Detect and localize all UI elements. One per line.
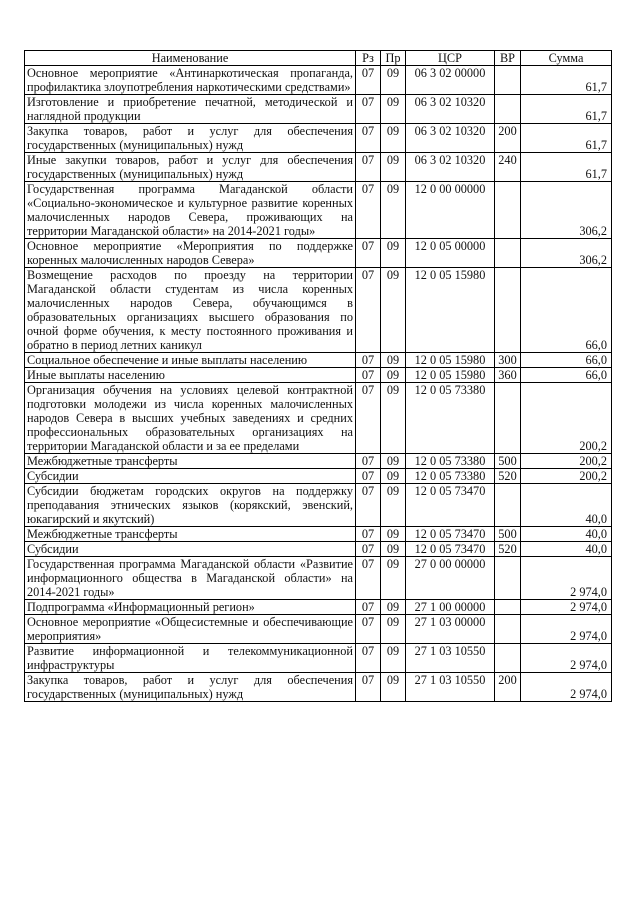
cell-vr: [495, 95, 521, 124]
cell-sum: 2 974,0: [521, 557, 612, 600]
cell-sum: 2 974,0: [521, 615, 612, 644]
cell-sum: 61,7: [521, 66, 612, 95]
cell-pr: 09: [381, 557, 406, 600]
cell-csr: 12 0 05 15980: [406, 368, 495, 383]
cell-name: Основное мероприятие «Антинаркотическая пропаганда, профилактика злоупотребления наркотическими средствами»: [25, 66, 356, 95]
cell-sum: 40,0: [521, 484, 612, 527]
budget-table: [24, 50, 612, 702]
cell-csr: 12 0 05 00000: [406, 239, 495, 268]
table-row: [25, 469, 612, 484]
cell-rz: 07: [356, 673, 381, 702]
cell-sum: 40,0: [521, 527, 612, 542]
cell-sum: 200,2: [521, 383, 612, 454]
cell-rz: 07: [356, 66, 381, 95]
cell-sum: 61,7: [521, 124, 612, 153]
cell-vr: 520: [495, 542, 521, 557]
cell-pr: 09: [381, 484, 406, 527]
cell-vr: [495, 383, 521, 454]
cell-pr: 09: [381, 95, 406, 124]
cell-csr: 12 0 00 00000: [406, 182, 495, 239]
header-vr: ВР: [495, 51, 521, 66]
cell-name: Закупка товаров, работ и услуг для обеспечения государственных (муниципальных) нужд: [25, 673, 356, 702]
table-row: [25, 66, 612, 95]
cell-vr: 200: [495, 124, 521, 153]
cell-sum: 200,2: [521, 454, 612, 469]
cell-sum: 200,2: [521, 469, 612, 484]
cell-csr: 06 3 02 10320: [406, 124, 495, 153]
cell-pr: 09: [381, 353, 406, 368]
table-row: [25, 368, 612, 383]
table-row: [25, 542, 612, 557]
cell-csr: 12 0 05 73380: [406, 454, 495, 469]
cell-sum: 2 974,0: [521, 600, 612, 615]
cell-sum: 40,0: [521, 542, 612, 557]
cell-name: Подпрограмма «Информационный регион»: [25, 600, 356, 615]
cell-name: Государственная программа Магаданской области «Социально-экономическое и культурное развитие коренных малочисленных народов Севера, проживающих на территории Магаданской области» на 2014-2021 годы»: [25, 182, 356, 239]
cell-csr: 12 0 05 73470: [406, 484, 495, 527]
cell-name: Межбюджетные трансферты: [25, 454, 356, 469]
cell-rz: 07: [356, 239, 381, 268]
cell-name: Субсидии: [25, 469, 356, 484]
cell-vr: [495, 615, 521, 644]
table-row: [25, 153, 612, 182]
cell-rz: 07: [356, 182, 381, 239]
header-rz: Рз: [356, 51, 381, 66]
cell-rz: 07: [356, 454, 381, 469]
cell-vr: 520: [495, 469, 521, 484]
cell-pr: 09: [381, 268, 406, 353]
cell-pr: 09: [381, 124, 406, 153]
cell-csr: 06 3 02 00000: [406, 66, 495, 95]
cell-name: Межбюджетные трансферты: [25, 527, 356, 542]
cell-sum: 66,0: [521, 368, 612, 383]
cell-rz: 07: [356, 153, 381, 182]
cell-sum: 306,2: [521, 182, 612, 239]
cell-csr: 12 0 05 73380: [406, 469, 495, 484]
cell-rz: 07: [356, 124, 381, 153]
cell-rz: 07: [356, 542, 381, 557]
cell-vr: 240: [495, 153, 521, 182]
cell-name: Государственная программа Магаданской области «Развитие информационного общества в Магаданской области» на 2014-2021 годы»: [25, 557, 356, 600]
header-pr: Пр: [381, 51, 406, 66]
cell-sum: 66,0: [521, 268, 612, 353]
cell-rz: 07: [356, 383, 381, 454]
cell-pr: 09: [381, 239, 406, 268]
header-sum: Сумма: [521, 51, 612, 66]
cell-vr: 200: [495, 673, 521, 702]
table-row: [25, 268, 612, 353]
cell-name: Возмещение расходов по проезду на территории Магаданской области студентам из числа коренных малочисленных народов Севера, обучающимся в образовательных организациях высшего образования по очной форме обучения, к месту постоянного проживания и обратно в период летних каникул: [25, 268, 356, 353]
header-csr: ЦСР: [406, 51, 495, 66]
cell-pr: 09: [381, 469, 406, 484]
table-row: [25, 557, 612, 600]
cell-name: Развитие информационной и телекоммуникационной инфраструктуры: [25, 644, 356, 673]
cell-vr: [495, 644, 521, 673]
cell-rz: 07: [356, 353, 381, 368]
cell-name: Субсидии бюджетам городских округов на поддержку преподавания этнических языков (корякский, эвенский, юкагирский и якутский): [25, 484, 356, 527]
cell-vr: [495, 66, 521, 95]
cell-sum: 66,0: [521, 353, 612, 368]
cell-name: Закупка товаров, работ и услуг для обеспечения государственных (муниципальных) нужд: [25, 124, 356, 153]
table-row: [25, 527, 612, 542]
cell-vr: 500: [495, 454, 521, 469]
cell-pr: 09: [381, 66, 406, 95]
cell-pr: 09: [381, 368, 406, 383]
table-row: [25, 454, 612, 469]
cell-rz: 07: [356, 527, 381, 542]
cell-pr: 09: [381, 153, 406, 182]
cell-name: Изготовление и приобретение печатной, методической и наглядной продукции: [25, 95, 356, 124]
cell-csr: 12 0 05 73380: [406, 383, 495, 454]
table-row: [25, 615, 612, 644]
cell-csr: 12 0 05 15980: [406, 268, 495, 353]
table-body: [25, 66, 612, 702]
table-row: [25, 484, 612, 527]
cell-rz: 07: [356, 557, 381, 600]
cell-rz: 07: [356, 615, 381, 644]
cell-pr: 09: [381, 542, 406, 557]
cell-rz: 07: [356, 268, 381, 353]
cell-vr: [495, 239, 521, 268]
cell-csr: 27 1 03 00000: [406, 615, 495, 644]
cell-pr: 09: [381, 673, 406, 702]
cell-csr: 27 1 03 10550: [406, 673, 495, 702]
table-row: [25, 124, 612, 153]
cell-csr: 27 1 03 10550: [406, 644, 495, 673]
cell-pr: 09: [381, 615, 406, 644]
table-row: [25, 383, 612, 454]
budget-table-page: [24, 50, 611, 702]
table-row: [25, 673, 612, 702]
table-row: [25, 600, 612, 615]
cell-sum: 306,2: [521, 239, 612, 268]
header-name: Наименование: [25, 51, 356, 66]
cell-sum: 61,7: [521, 153, 612, 182]
cell-vr: 300: [495, 353, 521, 368]
cell-vr: 500: [495, 527, 521, 542]
cell-rz: 07: [356, 600, 381, 615]
cell-sum: 2 974,0: [521, 673, 612, 702]
cell-name: Организация обучения на условиях целевой контрактной подготовки молодежи из числа коренных малочисленных народов Севера в высших учебных заведениях и средних профессиональных образовательных организациях на территории Магаданской области и за ее пределами: [25, 383, 356, 454]
cell-csr: 27 1 00 00000: [406, 600, 495, 615]
cell-rz: 07: [356, 368, 381, 383]
cell-csr: 27 0 00 00000: [406, 557, 495, 600]
table-row: [25, 353, 612, 368]
cell-rz: 07: [356, 484, 381, 527]
table-row: [25, 182, 612, 239]
cell-sum: 61,7: [521, 95, 612, 124]
cell-vr: [495, 268, 521, 353]
cell-csr: 12 0 05 73470: [406, 527, 495, 542]
cell-pr: 09: [381, 454, 406, 469]
cell-vr: 360: [495, 368, 521, 383]
cell-csr: 06 3 02 10320: [406, 153, 495, 182]
table-row: [25, 239, 612, 268]
cell-pr: 09: [381, 182, 406, 239]
cell-name: Субсидии: [25, 542, 356, 557]
cell-pr: 09: [381, 527, 406, 542]
cell-rz: 07: [356, 95, 381, 124]
cell-csr: 12 0 05 73470: [406, 542, 495, 557]
table-row: [25, 644, 612, 673]
cell-pr: 09: [381, 383, 406, 454]
cell-name: Социальное обеспечение и иные выплаты населению: [25, 353, 356, 368]
cell-name: Основное мероприятие «Мероприятия по поддержке коренных малочисленных народов Севера»: [25, 239, 356, 268]
table-header-row: [25, 51, 612, 66]
cell-name: Иные закупки товаров, работ и услуг для обеспечения государственных (муниципальных) нужд: [25, 153, 356, 182]
table-row: [25, 95, 612, 124]
cell-pr: 09: [381, 600, 406, 615]
cell-vr: [495, 182, 521, 239]
cell-rz: 07: [356, 644, 381, 673]
cell-vr: [495, 557, 521, 600]
cell-csr: 12 0 05 15980: [406, 353, 495, 368]
cell-vr: [495, 600, 521, 615]
cell-name: Иные выплаты населению: [25, 368, 356, 383]
cell-name: Основное мероприятие «Общесистемные и обеспечивающие мероприятия»: [25, 615, 356, 644]
cell-csr: 06 3 02 10320: [406, 95, 495, 124]
cell-rz: 07: [356, 469, 381, 484]
cell-vr: [495, 484, 521, 527]
cell-pr: 09: [381, 644, 406, 673]
cell-sum: 2 974,0: [521, 644, 612, 673]
